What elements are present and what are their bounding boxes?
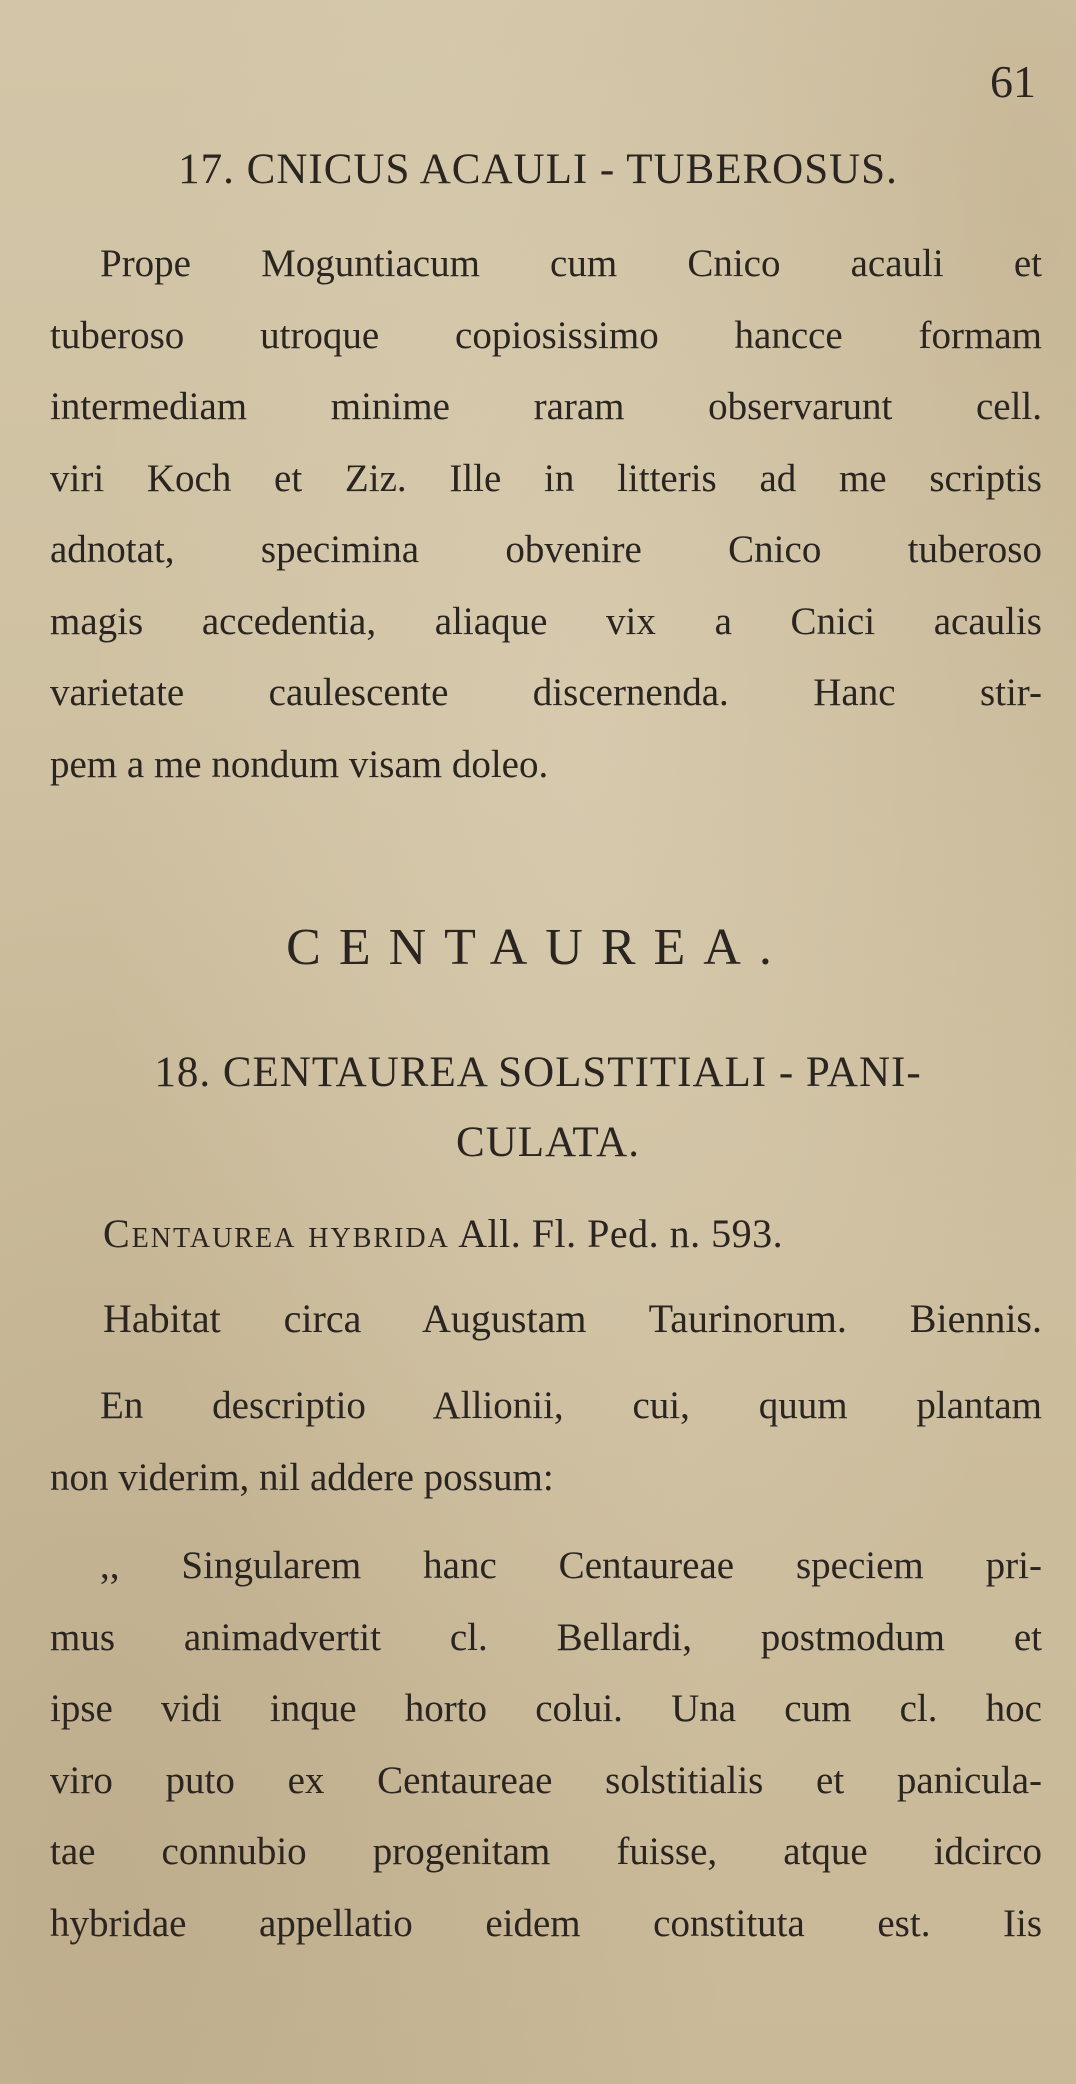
- text-line: magis accedentia, aliaque vix a Cnici acaulis: [50, 599, 1042, 643]
- genus-title: CENTAUREA.: [286, 919, 790, 976]
- text-line: Prope Moguntiacum cum Cnico acauli et: [100, 242, 1042, 285]
- text-line: hybridae appellatio eidem constituta est. Iis: [50, 1901, 1042, 1945]
- text-line: En descriptio Allionii, cui, quum plantam: [100, 1384, 1042, 1427]
- section-18-heading-line2: CULATA.: [456, 1119, 640, 1166]
- text-line: tae connubio progenitam fuisse, atque idcirco: [50, 1830, 1042, 1873]
- page-number: 61: [990, 56, 1036, 107]
- allioni-quote-paragraph: [50, 1530, 1042, 1959]
- synonym-citation: [103, 1210, 783, 1257]
- description-intro-paragraph: [50, 1370, 1042, 1513]
- habitat-line: Habitat circa Augustam Taurinorum. Biennis.: [103, 1296, 1042, 1341]
- text-line: intermediam minime raram observarunt cell.: [50, 385, 1042, 428]
- text-line: tuberoso utroque copiosissimo hancce formam: [50, 313, 1042, 357]
- text-line: pem a me nondum visam doleo.: [50, 742, 549, 786]
- section-17-heading: 17. CNICUS ACAULI - TUBEROSUS.: [178, 146, 898, 193]
- text-line: viro puto ex Centaureae solstitialis et panicula-: [50, 1758, 1042, 1802]
- text-line: adnotat, specimina obvenire Cnico tuberoso: [50, 528, 1042, 571]
- text-line: ipse vidi inque horto colui. Una cum cl. hoc: [50, 1687, 1042, 1730]
- synonym-name: Centaurea hybrida: [103, 1211, 450, 1256]
- synonym-reference: All. Fl. Ped. n. 593.: [458, 1211, 784, 1256]
- section-17-paragraph: [50, 228, 1042, 800]
- section-18-heading-line1: 18. CENTAUREA SOLSTITIALI - PANI-: [154, 1049, 922, 1096]
- text-line: ,, Singularem hanc Centaureae speciem pri-: [100, 1544, 1042, 1587]
- text-line: viri Koch et Ziz. Ille in litteris ad me scriptis: [50, 456, 1042, 500]
- text-line: mus animadvertit cl. Bellardi, postmodum et: [50, 1615, 1042, 1659]
- text-line: varietate caulescente discernenda. Hanc stir-: [50, 671, 1042, 714]
- text-line: non viderim, nil addere possum:: [50, 1455, 554, 1499]
